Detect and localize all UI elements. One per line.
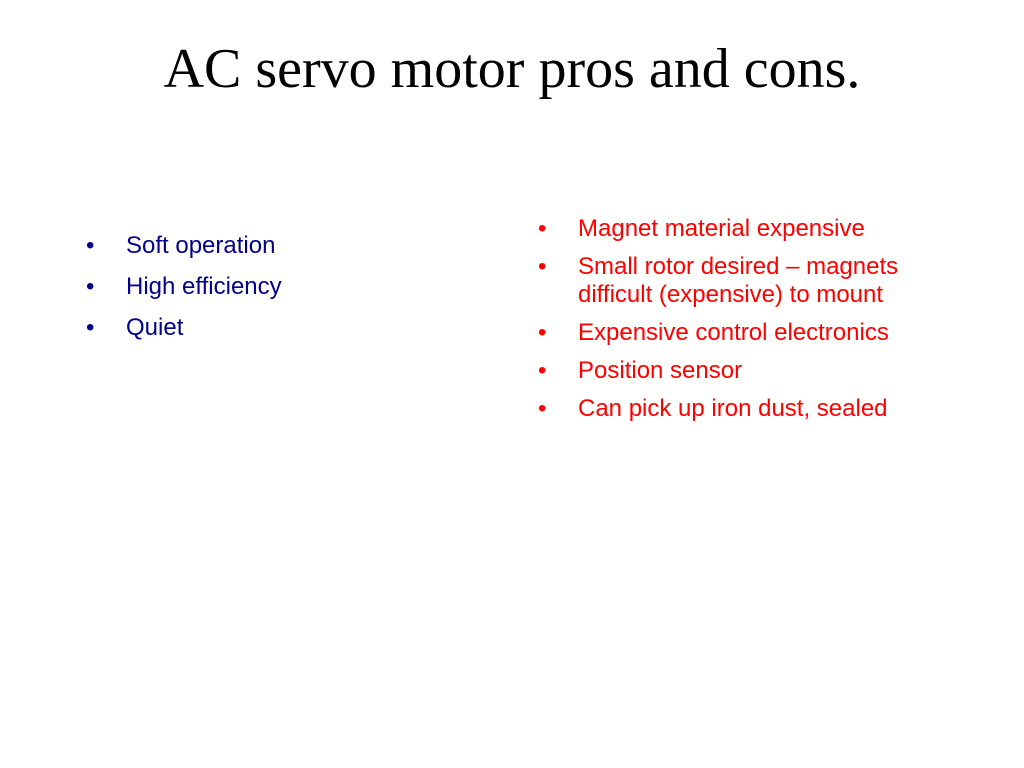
cons-item-text: Position sensor <box>578 357 743 384</box>
bullet-icon: • <box>538 319 547 346</box>
bullet-icon: • <box>538 357 547 384</box>
pros-item-text: Quiet <box>126 314 184 341</box>
list-item <box>538 395 938 423</box>
list-item <box>86 232 466 260</box>
pros-item-text: High efficiency <box>126 273 282 300</box>
cons-item-text: Magnet material expensive <box>578 215 865 242</box>
bullet-icon: • <box>86 273 95 300</box>
pros-item-text: Soft operation <box>126 232 276 259</box>
cons-list <box>538 215 938 433</box>
bullet-icon: • <box>538 395 547 422</box>
slide-title: AC servo motor pros and cons. <box>163 38 861 100</box>
cons-item-text: Can pick up iron dust, sealed <box>578 395 888 422</box>
bullet-icon: • <box>538 215 547 242</box>
list-item <box>538 357 938 385</box>
list-item <box>538 319 938 347</box>
list-item <box>86 273 466 301</box>
list-item <box>86 314 466 342</box>
cons-item-text: Small rotor desired – magnets difficult (expensive) to mount <box>578 253 899 308</box>
bullet-icon: • <box>86 314 95 341</box>
list-item <box>538 215 938 243</box>
cons-item-text: Expensive control electronics <box>578 319 889 346</box>
bullet-icon: • <box>86 232 95 259</box>
list-item <box>538 253 938 309</box>
bullet-icon: • <box>538 253 547 280</box>
pros-list <box>86 232 466 355</box>
